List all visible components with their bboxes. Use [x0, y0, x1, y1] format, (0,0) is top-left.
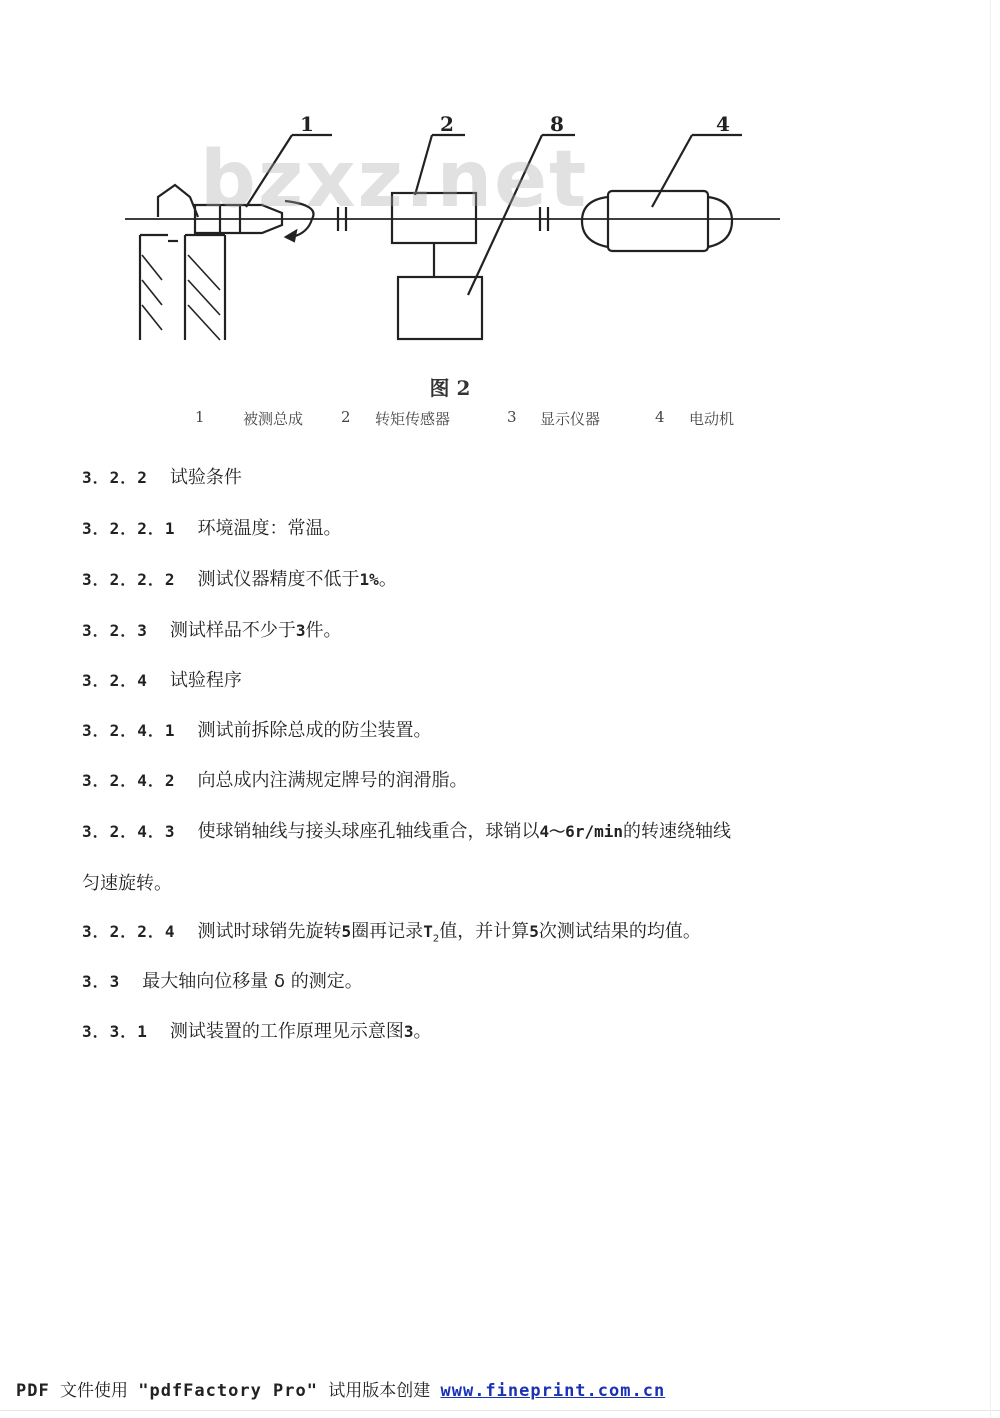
- clause-3-2-2-4: [82, 917, 701, 945]
- figure-title: 图 2: [429, 376, 471, 400]
- legend-text-3: 显示仪器: [540, 410, 601, 428]
- clause-text-end: 的转速绕轴线: [622, 821, 731, 842]
- watermark: bzxz.net: [200, 135, 589, 225]
- clause-value-2: 5: [529, 922, 539, 941]
- clause-text: 测试仪器精度不低于: [197, 569, 360, 590]
- footer-text-b: 试用版本创建: [328, 1381, 431, 1401]
- callout-1: 1: [300, 112, 314, 136]
- clause-3-3-1: [82, 1017, 432, 1043]
- figure-legend: [195, 408, 795, 432]
- clause-text-end: 件。: [305, 620, 342, 641]
- clause-text-c: 值，并计算: [439, 921, 530, 942]
- clause-text-end: 。: [413, 1021, 432, 1042]
- clause-text: 测试前拆除总成的防尘装置。: [197, 720, 432, 741]
- clause-text-end: 。: [378, 569, 397, 590]
- clause-value: 3: [295, 621, 306, 640]
- clause-number: 3．2．4: [82, 671, 148, 690]
- clause-continuation: [82, 869, 172, 895]
- legend-num-2: 2: [341, 408, 351, 426]
- clause-text-b: 圈再记录: [351, 921, 424, 942]
- footer-product: "pdfFactory Pro": [138, 1381, 318, 1401]
- legend-text-1: 被测总成: [243, 410, 304, 428]
- clause-symbol: T: [423, 922, 433, 941]
- bottom-rule: [0, 1410, 1000, 1411]
- legend-text-4: 电动机: [689, 410, 735, 428]
- clause-3-2-2: [82, 463, 242, 489]
- clause-3-3: [82, 967, 363, 993]
- clause-number: 3．3．1: [82, 1022, 148, 1041]
- clause-text: 试验程序: [169, 670, 242, 691]
- clause-text: 环境温度：常温。: [197, 518, 342, 539]
- clause-text-d: 次测试结果的均值。: [538, 921, 701, 942]
- clause-text: 匀速旋转。: [82, 873, 172, 894]
- clause-3-2-4: [82, 666, 242, 692]
- clause-text: 向总成内注满规定牌号的润滑脂。: [197, 770, 468, 791]
- legend-num-4: 4: [655, 408, 665, 426]
- legend-num-3: 3: [507, 408, 517, 426]
- callout-8: 8: [550, 112, 564, 136]
- clause-number: 3．2．2: [82, 468, 148, 487]
- footer-link[interactable]: www.fineprint.com.cn: [440, 1381, 666, 1401]
- clause-3-2-4-2: [82, 766, 468, 792]
- clause-3-2-2-2: [82, 565, 397, 591]
- clause-text: 使球销轴线与接头球座孔轴线重合，球销以: [197, 821, 540, 842]
- right-rule: [990, 0, 991, 1418]
- clause-number: 3．2．2．1: [82, 519, 176, 538]
- footer-text-a: 文件使用: [59, 1381, 128, 1401]
- clause-value: 1%: [359, 570, 379, 589]
- callout-2: 2: [440, 112, 454, 136]
- clause-number: 3．3: [82, 972, 121, 991]
- pdf-footer: [16, 1376, 665, 1401]
- clause-number: 3．2．2．4: [82, 922, 176, 941]
- clause-number: 3．2．2．2: [82, 570, 176, 589]
- clause-value: 4～6r/min: [539, 822, 623, 841]
- clause-3-2-2-1: [82, 514, 342, 540]
- clause-number: 3．2．4．1: [82, 721, 176, 740]
- callout-4: 4: [716, 112, 730, 136]
- clause-text: 测试装置的工作原理见示意图: [169, 1021, 404, 1042]
- clause-value: 3: [403, 1022, 414, 1041]
- clause-text: 测试时球销先旋转: [197, 921, 342, 942]
- clause-number: 3．2．4．2: [82, 771, 176, 790]
- clause-3-2-4-3: [82, 817, 731, 843]
- clause-text: 最大轴向位移量 δ 的测定。: [142, 971, 363, 992]
- clause-subscript: 2: [432, 933, 440, 945]
- legend-num-1: 1: [195, 408, 205, 426]
- clause-3-2-3: [82, 616, 342, 642]
- legend-text-2: 转矩传感器: [375, 410, 451, 428]
- footer-pdf: PDF: [16, 1381, 50, 1401]
- clause-value-1: 5: [341, 922, 352, 941]
- clause-text: 测试样品不少于: [169, 620, 296, 641]
- clause-3-2-4-1: [82, 716, 432, 742]
- clause-number: 3．2．4．3: [82, 822, 176, 841]
- clause-number: 3．2．3: [82, 621, 148, 640]
- clause-text: 试验条件: [169, 467, 242, 488]
